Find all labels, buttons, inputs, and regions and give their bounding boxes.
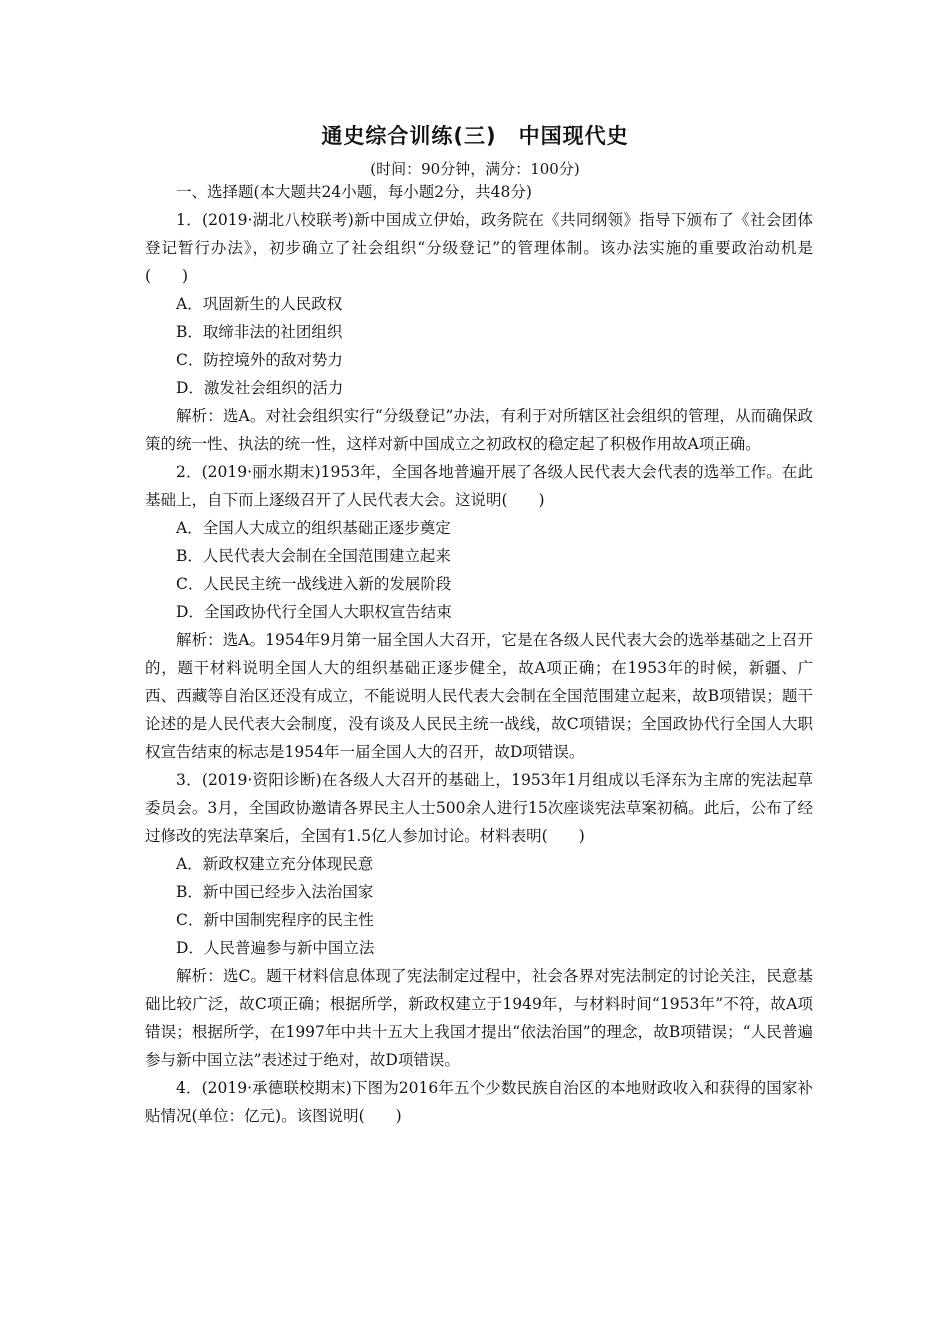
question-3-option-c: C．新中国制宪程序的民主性 (176, 911, 374, 929)
page-title (0, 120, 950, 150)
question-2-stem: 2．(2019·丽水期末)1953年，全国各地普遍开展了各级人民代表大会代表的选举工作。在此基础上，自下而上逐级召开了人民代表大会。这说明( ) (145, 463, 813, 509)
section-heading: 一、选择题(本大题共24小题，每小题2分，共48分) (176, 183, 532, 201)
question-3-stem: 3．(2019·资阳诊断)在各级人大召开的基础上，1953年1月组成以毛泽东为主席的宪法起草委员会。3月，全国政协邀请各界民主人士500余人进行15次座谈宪法草案初稿。此后，公布了经过修改的宪法草案后，全国有1.5亿人参加讨论。材料表明( ) (145, 771, 813, 845)
question-1-analysis: 解析：选A。对社会组织实行“分级登记”办法，有利于对所辖区社会组织的管理，从而确保政策的统一性、执法的统一性，这样对新中国成立之初政权的稳定起了积极作用故A项正确。 (145, 407, 813, 453)
question-1-stem: 1．(2019·湖北八校联考)新中国成立伊始，政务院在《共同纲领》指导下颁布了《社会团体登记暂行办法》，初步确立了社会组织“分级登记”的管理体制。该办法实施的重要政治动机是( ) (145, 211, 813, 285)
question-2-option-b: B．人民代表大会制在全国范围建立起来 (176, 547, 451, 565)
title-left: 通史综合训练(三) (321, 124, 497, 148)
question-1-option-d: D．激发社会组织的活力 (176, 379, 344, 397)
question-2-analysis: 解析：选A。1954年9月第一届全国人大召开，它是在各级人民代表大会的选举基础之上召开的，题干材料说明全国人大的组织基础正逐步健全，故A项正确；在1953年的时候，新疆、广西、西藏等自治区还没有成立，不能说明人民代表大会制在全国范围建立起来，故B项错误；题干论述的是人民代表大会制度，没有谈及人民民主统一战线，故C项错误；全国政协代行全国人大职权宣告结束的标志是1954年一届全国人大的召开，故D项错误。 (145, 631, 813, 761)
question-3-analysis: 解析：选C。题干材料信息体现了宪法制定过程中，社会各界对宪法制定的讨论关注，民意基础比较广泛，故C项正确；根据所学，新政权建立于1949年，与材料时间“1953年”不符，故A项错误；根据所学，在1997年中共十五大上我国才提出“依法治国”的理念，故B项错误；“人民普遍参与新中国立法”表述过于绝对，故D项错误。 (145, 967, 813, 1069)
exam-info: (时间：90分钟，满分：100分) (370, 160, 580, 178)
question-2-option-c: C．人民民主统一战线进入新的发展阶段 (176, 575, 452, 593)
question-3-option-a: A．新政权建立充分体现民意 (176, 855, 374, 873)
question-1-option-c: C．防控境外的敌对势力 (176, 351, 343, 369)
title-right: 中国现代史 (518, 124, 629, 148)
question-2-option-a: A．全国人大成立的组织基础正逐步奠定 (176, 519, 451, 537)
question-3-option-b: B．新中国已经步入法治国家 (176, 883, 374, 901)
question-1-option-b: B．取缔非法的社团组织 (176, 323, 343, 341)
document-body (145, 178, 813, 1130)
question-4-stem: 4．(2019·承德联校期末)下图为2016年五个少数民族自治区的本地财政收入和获得的国家补贴情况(单位：亿元)。该图说明( ) (145, 1079, 813, 1125)
question-2-option-d: D．全国政协代行全国人大职权宣告结束 (176, 603, 452, 621)
question-3-option-d: D．人民普遍参与新中国立法 (176, 939, 375, 957)
question-1-option-a: A．巩固新生的人民政权 (176, 295, 343, 313)
